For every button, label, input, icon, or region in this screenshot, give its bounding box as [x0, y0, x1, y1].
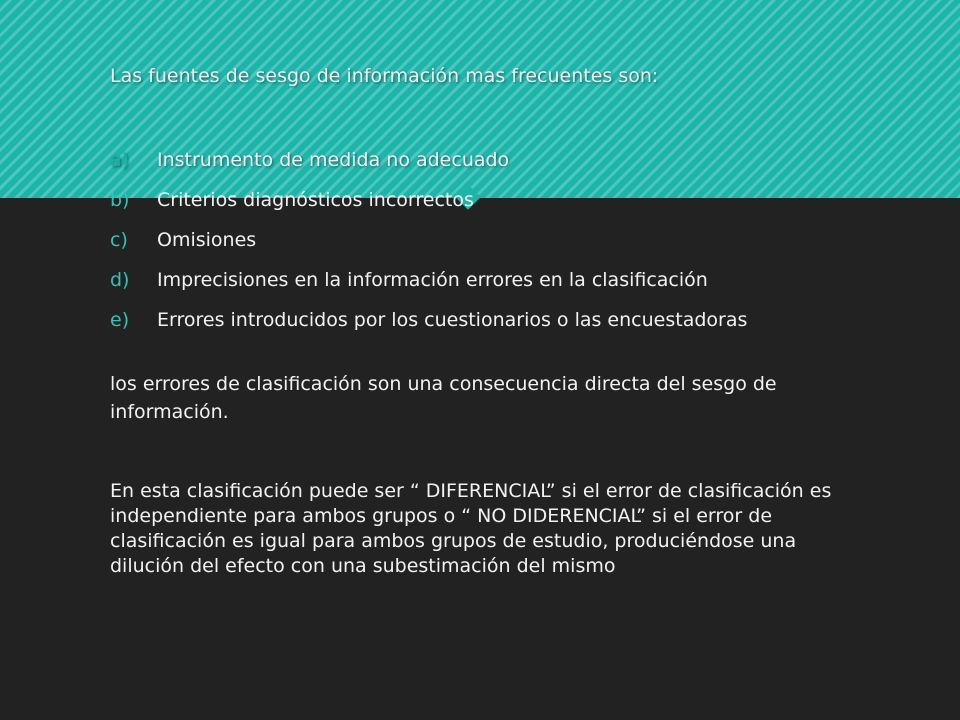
paragraph-consequence: los errores de clasificación son una consecuencia directa del sesgo de información.: [110, 373, 777, 423]
slide-title: Las fuentes de sesgo de información mas frecuentes son:: [110, 65, 659, 87]
list-item-text: Instrumento de medida no adecuado: [157, 149, 510, 171]
list-item: [110, 308, 840, 333]
list-item-text: Omisiones: [157, 229, 257, 251]
list-marker: d): [110, 269, 130, 291]
list-item: [110, 148, 840, 173]
list-item: [110, 188, 840, 213]
list-marker: b): [110, 189, 130, 211]
list-item-text: Errores introducidos por los cuestionarios o las encuestadoras: [157, 309, 748, 331]
list-item: [110, 268, 840, 293]
source-list: [110, 148, 840, 333]
list-item-text: Criterios diagnósticos incorrectos: [157, 189, 474, 211]
paragraph-classification: En esta clasificación puede ser “ DIFERENCIAL” si el error de clasificación es independiente para ambos grupos o “ NO DIDERENCIAL” si el error de clasificación es igual para ambos grupos de estudio, produciéndose una dilución del efecto con una subestimación del mismo: [110, 480, 832, 577]
list-marker: c): [110, 229, 128, 251]
list-marker: a): [110, 149, 130, 171]
list-item: [110, 228, 840, 253]
list-item-text: Imprecisiones en la información errores en la clasificación: [157, 269, 708, 291]
list-marker: e): [110, 309, 130, 331]
slide-content: [110, 64, 840, 579]
